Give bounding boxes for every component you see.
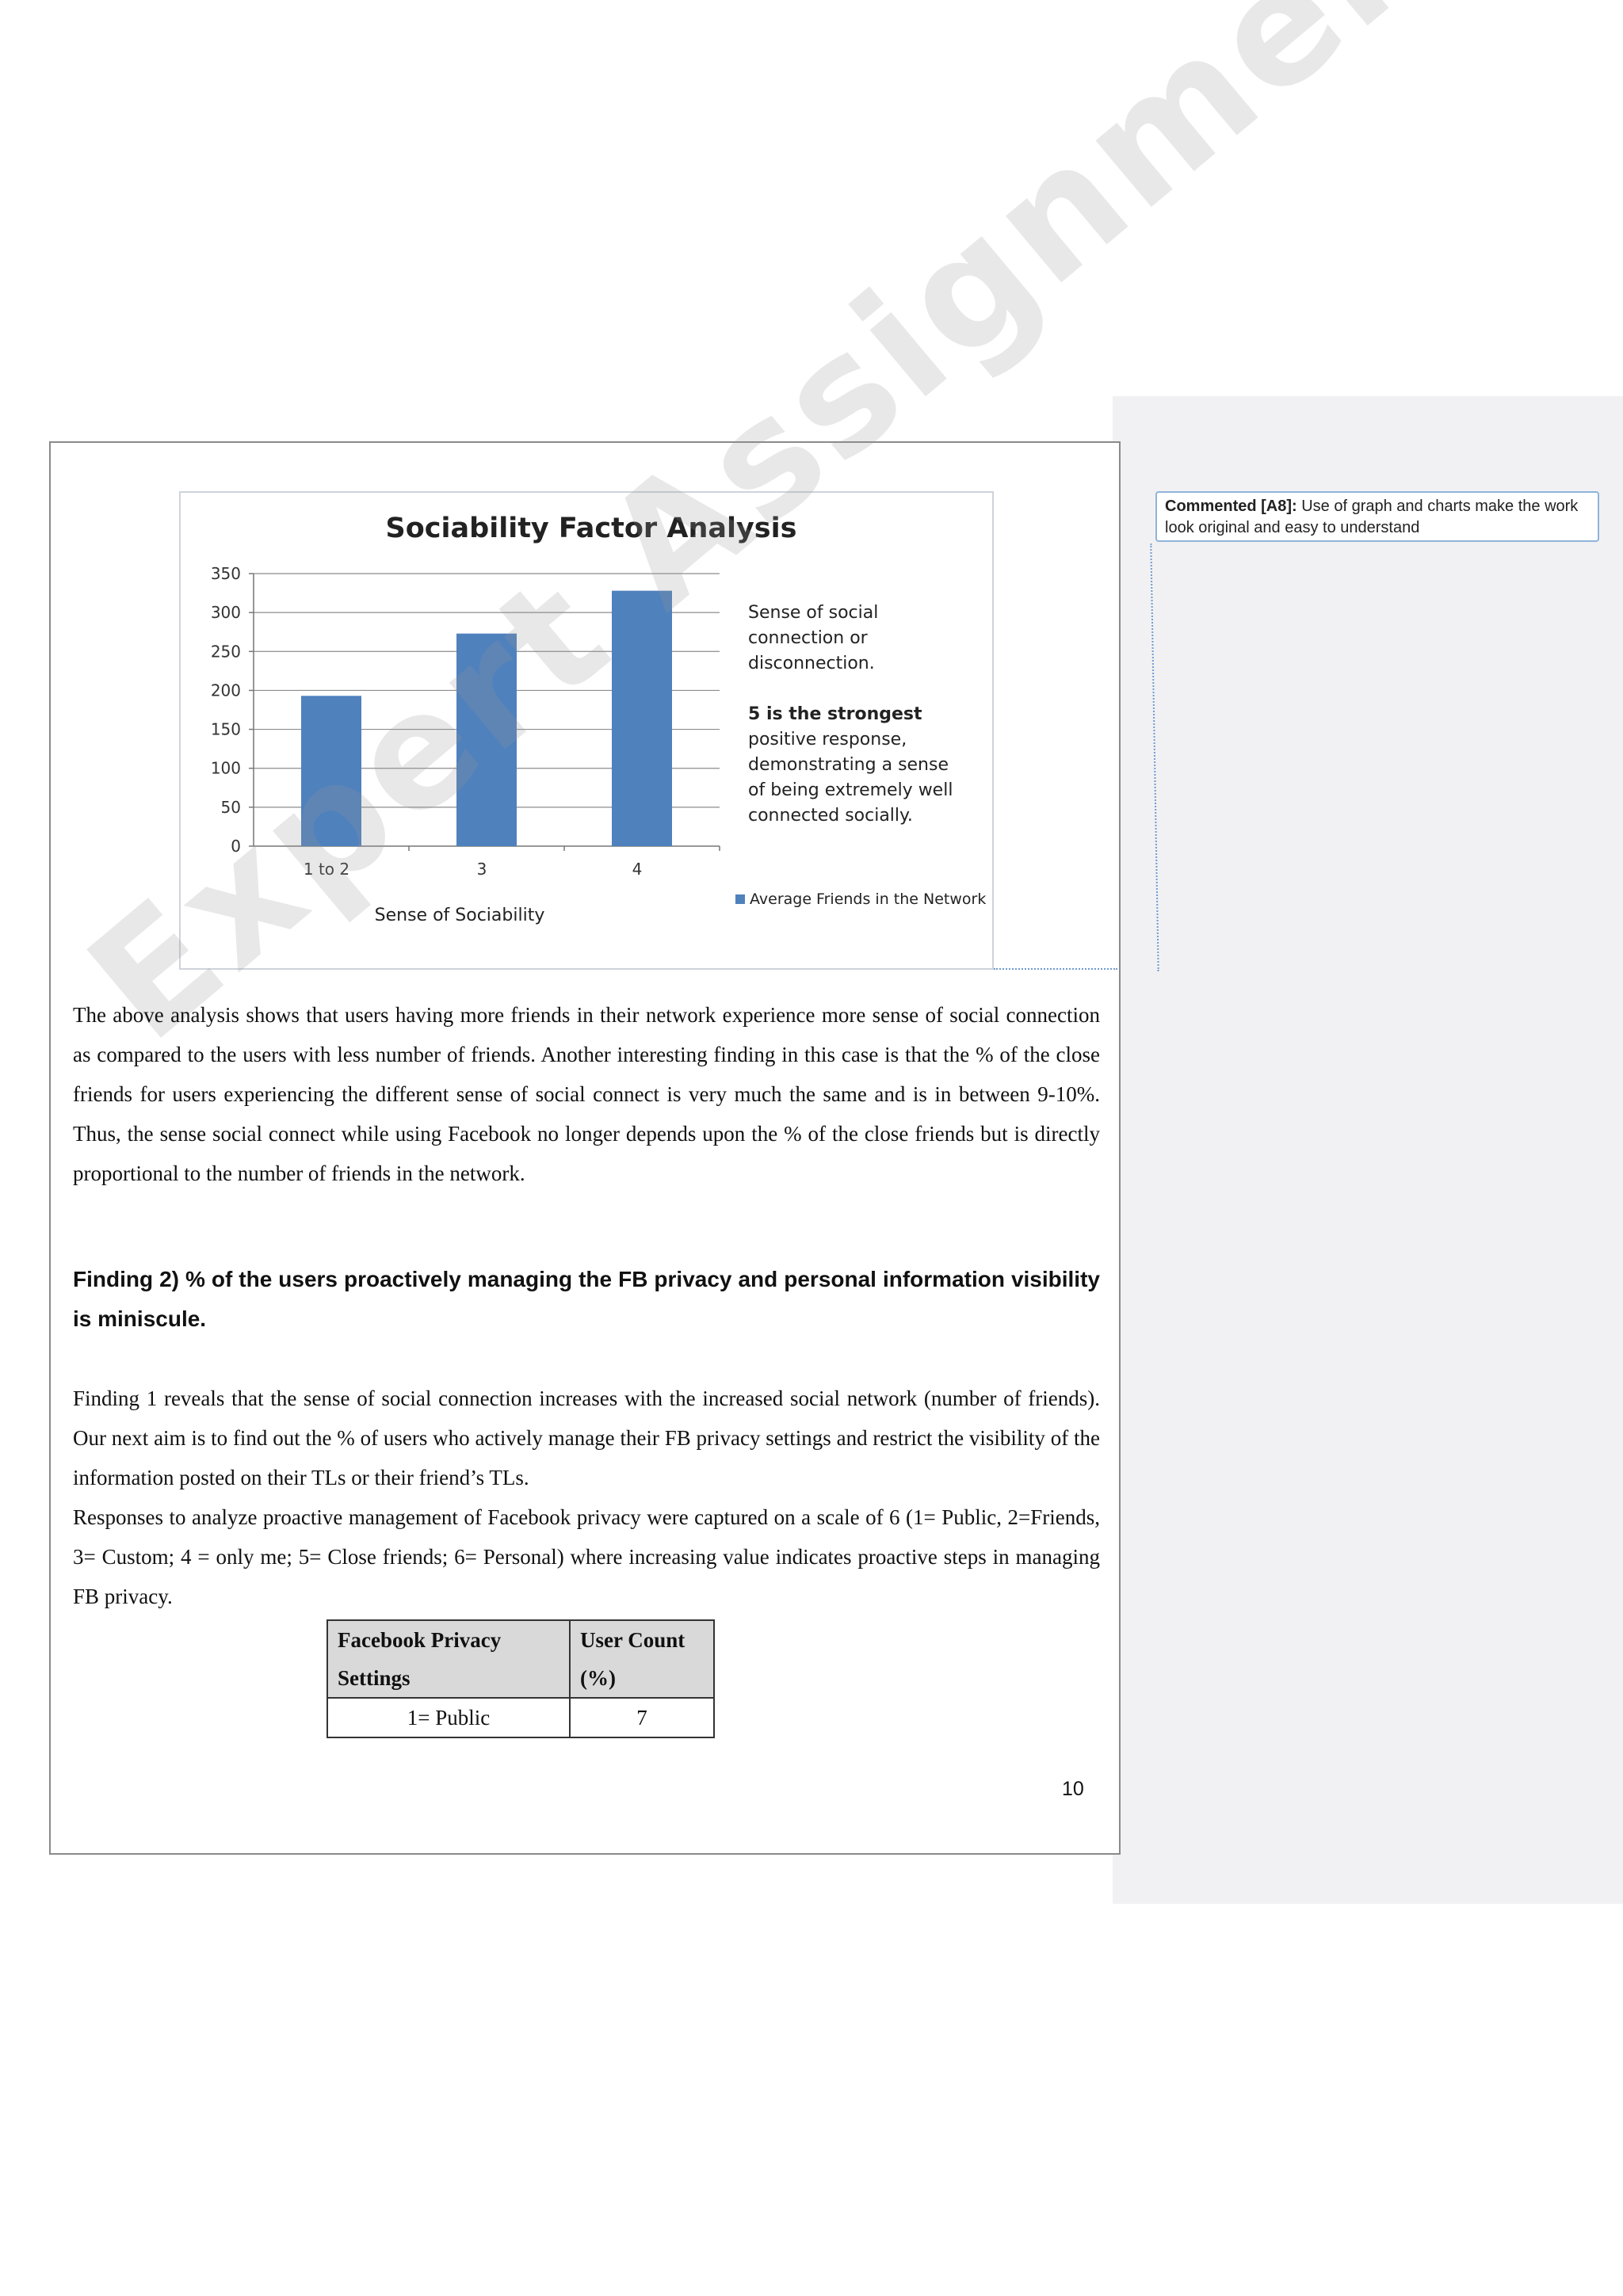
table-row bbox=[327, 1698, 714, 1737]
x-tick-label: 4 bbox=[632, 860, 643, 879]
privacy-table bbox=[327, 1619, 715, 1738]
bar bbox=[612, 591, 672, 846]
paragraph-analysis: The above analysis shows that users having more friends in their network experience more sense of social connection as compared to the users with less number of friends. Another interesting finding in this case is that the % of the close friends for users experiencing the different sense of social connect is very much the same and is in between 9-10%. Thus, the sense social connect while using Facebook no longer depends upon the % of the close friends but is directly proportional to the number of friends in the network. bbox=[73, 1003, 1100, 1185]
comment-pane bbox=[1113, 396, 1623, 1904]
chart-container bbox=[179, 491, 994, 970]
chart-title: Sociability Factor Analysis bbox=[385, 513, 797, 544]
y-tick-label: 200 bbox=[210, 681, 241, 700]
y-tick-label: 100 bbox=[210, 758, 241, 778]
paragraph-responses: Responses to analyze proactive management of Facebook privacy were captured on a scale of 6 (1= Public, 2=Friends, 3= Custom; 4 = only me; 5= Close friends; 6= Personal) where increasing value indicates proactive steps in managing FB privacy. bbox=[73, 1505, 1100, 1608]
annotation-line: positive response, bbox=[748, 730, 907, 749]
comment-text: Use of graph and charts make the work look original and easy to understand bbox=[1165, 498, 1579, 536]
y-tick-label: 0 bbox=[231, 837, 241, 856]
annotation-line: of being extremely well bbox=[748, 780, 953, 800]
chart-annotation bbox=[748, 603, 953, 826]
x-tick-label: 3 bbox=[476, 860, 487, 879]
table-cell: 7 bbox=[570, 1698, 714, 1737]
annotation-line: disconnection. bbox=[748, 654, 875, 673]
finding-2-heading: Finding 2) % of the users proactively managing the FB privacy and personal information visibility is miniscule. bbox=[73, 1267, 1100, 1331]
page-number: 10 bbox=[1062, 1778, 1084, 1800]
paragraph-finding-1: Finding 1 reveals that the sense of social connection increases with the increased social network (number of friends). Our next aim is to find out the % of users who actively manage their FB privacy settings and restrict the visibility of the information posted on their TLs or their friend’s TLs. bbox=[73, 1386, 1100, 1489]
legend-label: Average Friends in the Network bbox=[750, 891, 987, 908]
bar-chart bbox=[181, 493, 992, 968]
bar bbox=[301, 696, 361, 846]
annotation-line: demonstrating a sense bbox=[748, 755, 949, 775]
table-header: User Count (%) bbox=[570, 1620, 714, 1698]
annotation-line: connected socially. bbox=[748, 806, 913, 826]
table-cell: 1= Public bbox=[327, 1698, 570, 1737]
y-tick-label: 300 bbox=[210, 603, 241, 623]
bar bbox=[456, 634, 517, 846]
comment-balloon[interactable] bbox=[1155, 491, 1599, 542]
annotation-line: Sense of social bbox=[748, 603, 879, 623]
y-tick-label: 350 bbox=[210, 564, 241, 583]
table-header: Facebook Privacy Settings bbox=[327, 1620, 570, 1698]
watermark: Expert Assignment bbox=[55, 0, 1534, 1077]
y-tick-label: 250 bbox=[210, 642, 241, 662]
y-tick-label: 50 bbox=[220, 797, 241, 817]
x-tick-label: 1 to 2 bbox=[303, 860, 350, 879]
legend-swatch bbox=[735, 894, 745, 904]
annotation-line: connection or bbox=[748, 628, 868, 648]
annotation-bold: 5 is the strongest bbox=[748, 704, 922, 724]
table-header-row bbox=[327, 1620, 714, 1698]
x-axis-label: Sense of Sociability bbox=[374, 906, 545, 925]
comment-label: Commented [A8]: bbox=[1165, 498, 1297, 515]
y-tick-label: 150 bbox=[210, 719, 241, 739]
comment-connector bbox=[994, 968, 1117, 970]
